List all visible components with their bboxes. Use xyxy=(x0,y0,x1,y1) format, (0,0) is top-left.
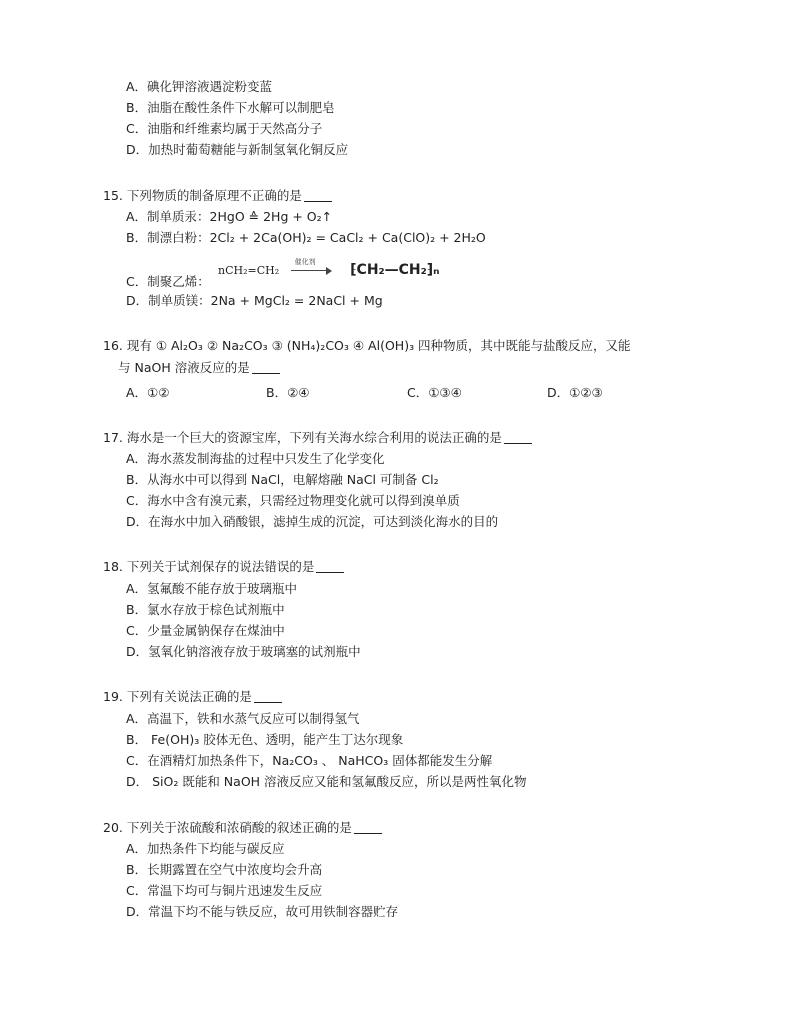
option-c: C．油脂和纤维素均属于天然高分子 xyxy=(126,121,323,136)
option-a: A．碘化钾溶液遇淀粉变蓝 xyxy=(126,79,273,94)
option-d: D．制单质镁：2Na + MgCl₂ = 2NaCl + Mg xyxy=(126,293,383,308)
option-a: A．加热条件下均能与碳反应 xyxy=(126,841,285,856)
question-stem: 18. 下列关于试剂保存的说法错误的是 xyxy=(103,559,315,574)
option-c: C．制聚乙烯： xyxy=(126,274,210,289)
option-b: B．氯水存放于棕色试剂瓶中 xyxy=(126,602,285,617)
catalyst-label: 催化剂 xyxy=(294,258,316,266)
option-c: C．在酒精灯加热条件下，Na₂CO₃ 、 NaHCO₃ 固体都能发生分解 xyxy=(126,753,493,768)
option-a: A．制单质汞：2HgO ≙ 2Hg + O₂↑ xyxy=(126,209,333,224)
question-stem: 16. 现有 ① Al₂O₃ ② Na₂CO₃ ③ (NH₄)₂CO₃ ④ Al(OH)₃ 四种物质，其中既能与盐酸反应，又能 xyxy=(103,338,631,353)
option-b: B．长期露置在空气中浓度均会升高 xyxy=(126,862,323,877)
option-d: D．氢氧化钠溶液存放于玻璃塞的试剂瓶中 xyxy=(126,644,361,659)
option-b: B． Fe(OH)₃ 胶体无色、透明，能产生丁达尔现象 xyxy=(126,732,404,747)
option-a: A．①② xyxy=(126,385,170,400)
option-d: D． SiO₂ 既能和 NaOH 溶液反应又能和氢氟酸反应，所以是两性氧化物 xyxy=(126,774,527,789)
option-d: D．加热时葡萄糖能与新制氢氧化铜反应 xyxy=(126,142,349,157)
reactant-formula: nCH₂=CH₂ xyxy=(218,264,280,277)
option-c: C．少量金属钠保存在煤油中 xyxy=(126,623,285,638)
answer-blank xyxy=(354,821,382,834)
option-b: B．从海水中可以得到 NaCl，电解熔融 NaCl 可制备 Cl₂ xyxy=(126,472,439,487)
option-a: A．氢氟酸不能存放于玻璃瓶中 xyxy=(126,581,298,596)
option-d: D．①②③ xyxy=(547,385,603,400)
option-a: A．高温下，铁和水蒸气反应可以制得氢气 xyxy=(126,711,360,726)
answer-blank xyxy=(254,690,282,703)
option-c: C．常温下均可与铜片迅速发生反应 xyxy=(126,883,323,898)
question-stem: 17. 海水是一个巨大的资源宝库，下列有关海水综合利用的说法正确的是 xyxy=(103,430,502,445)
answer-blank xyxy=(504,431,532,444)
option-c: C．①③④ xyxy=(407,385,462,400)
option-d: D．在海水中加入硝酸银，滤掉生成的沉淀，可达到淡化海水的目的 xyxy=(126,514,499,529)
answer-blank xyxy=(252,361,280,374)
polyethylene-equation xyxy=(218,258,440,278)
answer-blank xyxy=(304,189,332,202)
question-stem: 20. 下列关于浓硫酸和浓硝酸的叙述正确的是 xyxy=(103,820,352,835)
option-c: C．海水中含有溴元素，只需经过物理变化就可以得到溴单质 xyxy=(126,493,460,508)
question-stem-line2: 与 NaOH 溶液反应的是 xyxy=(118,360,250,375)
option-b: B．制漂白粉：2Cl₂ + 2Ca(OH)₂ = CaCl₂ + Ca(ClO)₂ + 2H₂O xyxy=(126,230,486,245)
option-b: B．②④ xyxy=(266,385,310,400)
option-d: D．常温下均不能与铁反应，故可用铁制容器贮存 xyxy=(126,904,399,919)
question-stem: 15. 下列物质的制备原理不正确的是 xyxy=(103,188,302,203)
answer-blank xyxy=(316,560,344,573)
option-b: B．油脂在酸性条件下水解可以制肥皂 xyxy=(126,100,335,115)
question-stem: 19. 下列有关说法正确的是 xyxy=(103,689,252,704)
option-a: A．海水蒸发制海盐的过程中只发生了化学变化 xyxy=(126,451,385,466)
product-formula: ⁅CH₂—CH₂⁆ₙ xyxy=(350,262,440,278)
reaction-arrow-icon xyxy=(291,258,331,277)
